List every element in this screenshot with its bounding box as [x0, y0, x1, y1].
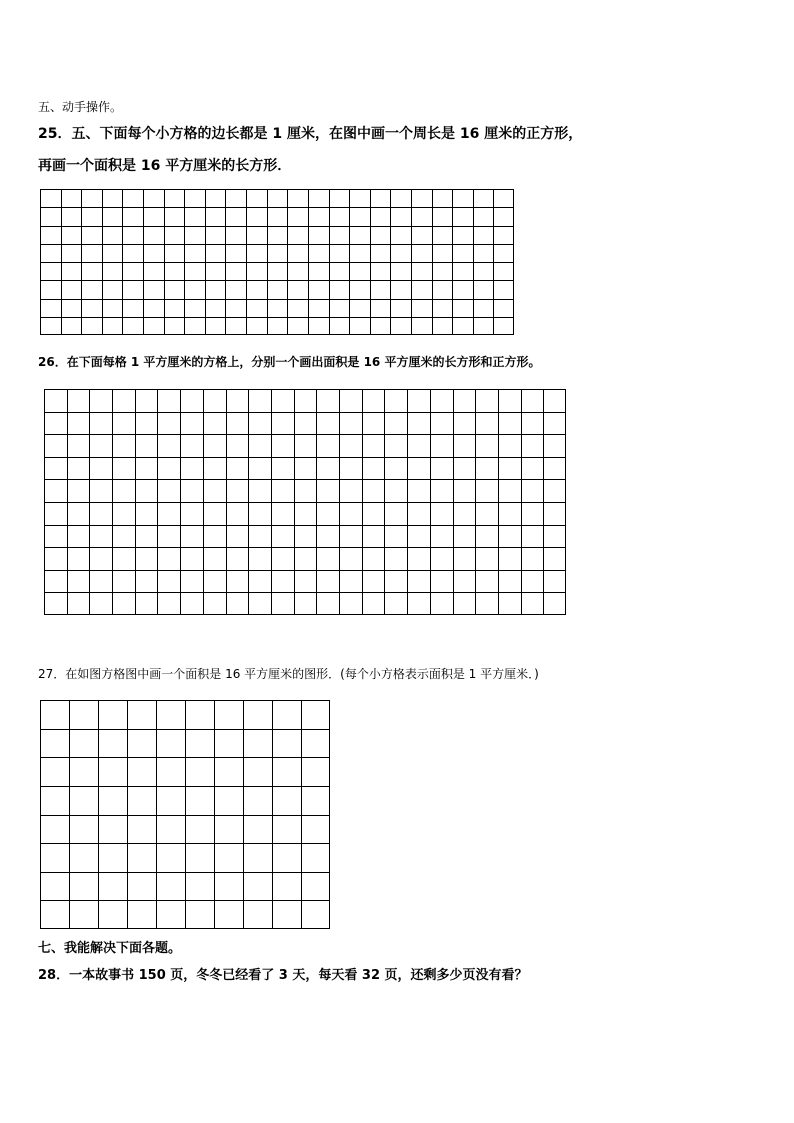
q25-line2: 再画一个面积是 16 平方厘米的长方形．	[38, 158, 292, 174]
section-seven-heading: 七、我能解决下面各题。	[38, 941, 182, 956]
q25-square-grid	[40, 189, 514, 335]
section-five-heading: 五、动手操作。	[38, 100, 123, 114]
q26-square-grid	[44, 389, 566, 615]
q27-text: 27．在如图方格图中画一个面积是 16 平方厘米的图形．(每个小方格表示面积是 1 平方厘米．)	[38, 667, 539, 681]
q26-text: 26．在下面每格 1 平方厘米的方格上，分别一个画出面积是 16 平方厘米的长方形和正方形。	[38, 355, 541, 369]
q28-text: 28．一本故事书 150 页，冬冬已经看了 3 天，每天看 32 页，还剩多少页没有看？	[38, 968, 528, 983]
q27-square-grid	[40, 700, 330, 929]
q25-line1: 25．五、下面每个小方格的边长都是 1 厘米，在图中画一个周长是 16 厘米的正方形，	[38, 126, 583, 142]
